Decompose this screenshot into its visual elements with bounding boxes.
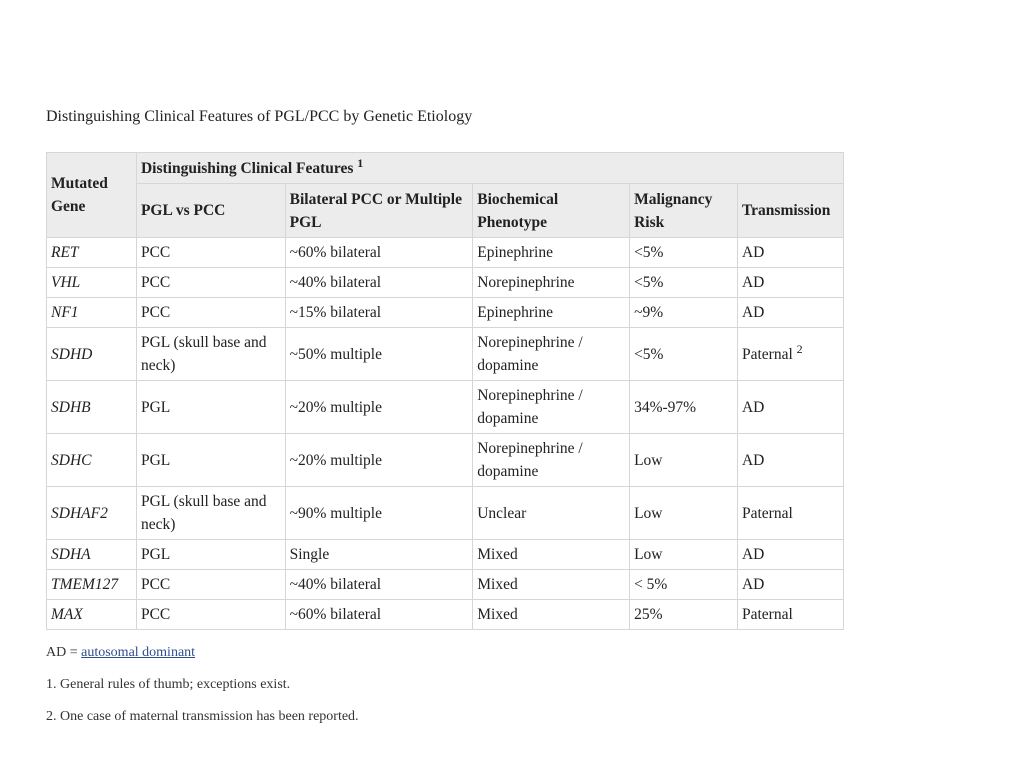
risk-cell: Low — [630, 487, 738, 540]
footnote-2: 2. One case of maternal transmission has been reported. — [46, 709, 359, 724]
table-row — [47, 540, 844, 570]
bilateral-cell: ~15% bilateral — [285, 298, 473, 328]
risk-cell: < 5% — [630, 570, 738, 600]
pgl-pcc-cell: PGL (skull base and neck) — [136, 487, 285, 540]
transmission-cell: AD — [737, 434, 843, 487]
header-bilateral: Bilateral PCC or Multiple PGL — [285, 184, 473, 238]
table-notes — [46, 644, 359, 740]
bilateral-cell: Single — [285, 540, 473, 570]
bilateral-cell: ~50% multiple — [285, 328, 473, 381]
footnote-ref-2: 2 — [796, 341, 803, 356]
bilateral-cell: ~60% bilateral — [285, 600, 473, 630]
risk-cell: Low — [630, 434, 738, 487]
table-row — [47, 600, 844, 630]
risk-cell: <5% — [630, 328, 738, 381]
gene-cell: SDHB — [47, 381, 137, 434]
table-row — [47, 298, 844, 328]
risk-cell: <5% — [630, 268, 738, 298]
abbreviation-prefix: AD = — [46, 645, 82, 660]
bilateral-cell: ~20% multiple — [285, 381, 473, 434]
pgl-pcc-cell: PGL — [136, 381, 285, 434]
header-biochemical-phenotype: Biochemical Phenotype — [473, 184, 630, 238]
transmission-label: Paternal — [741, 345, 793, 363]
table-caption: Distinguishing Clinical Features of PGL/PCC by Genetic Etiology — [46, 108, 473, 125]
footnote-1: 1. General rules of thumb; exceptions exist. — [46, 677, 291, 692]
risk-cell: 34%-97% — [630, 381, 738, 434]
biochem-cell: Unclear — [473, 487, 630, 540]
transmission-cell: AD — [737, 268, 843, 298]
pgl-pcc-cell: PGL — [136, 434, 285, 487]
transmission-cell: Paternal — [737, 487, 843, 540]
gene-cell: TMEM127 — [47, 570, 137, 600]
risk-cell: Low — [630, 540, 738, 570]
risk-cell: 25% — [630, 600, 738, 630]
transmission-cell: AD — [737, 540, 843, 570]
risk-cell: ~9% — [630, 298, 738, 328]
bilateral-cell: ~40% bilateral — [285, 268, 473, 298]
gene-cell: RET — [47, 238, 137, 268]
biochem-cell: Mixed — [473, 540, 630, 570]
transmission-cell: AD — [737, 570, 843, 600]
header-distinguishing-features — [136, 153, 843, 184]
footnote-ref-1: 1 — [357, 155, 364, 170]
pgl-pcc-cell: PGL (skull base and neck) — [136, 328, 285, 381]
pgl-pcc-cell: PCC — [136, 570, 285, 600]
table-row — [47, 268, 844, 298]
bilateral-cell: ~40% bilateral — [285, 570, 473, 600]
header-mutated-gene: Mutated Gene — [47, 153, 137, 238]
table-row — [47, 238, 844, 268]
table-row — [47, 487, 844, 540]
biochem-cell: Epinephrine — [473, 238, 630, 268]
bilateral-cell: ~90% multiple — [285, 487, 473, 540]
header-pgl-vs-pcc: PGL vs PCC — [136, 184, 285, 238]
pgl-pcc-cell: PCC — [136, 298, 285, 328]
gene-cell: SDHD — [47, 328, 137, 381]
abbreviation-note — [46, 644, 359, 662]
header-transmission: Transmission — [737, 184, 843, 238]
gene-cell: MAX — [47, 600, 137, 630]
biochem-cell: Mixed — [473, 600, 630, 630]
header-distinguishing-features-label: Distinguishing Clinical Features — [140, 159, 354, 177]
pgl-pcc-cell: PCC — [136, 268, 285, 298]
bilateral-cell: ~60% bilateral — [285, 238, 473, 268]
biochem-cell: Mixed — [473, 570, 630, 600]
transmission-cell: Paternal — [737, 600, 843, 630]
bilateral-cell: ~20% multiple — [285, 434, 473, 487]
gene-cell: NF1 — [47, 298, 137, 328]
pgl-pcc-cell: PCC — [136, 600, 285, 630]
biochem-cell: Epinephrine — [473, 298, 630, 328]
header-malignancy-risk: Malignancy Risk — [630, 184, 738, 238]
biochem-cell: Norepinephrine / dopamine — [473, 328, 630, 381]
biochem-cell: Norepinephrine / dopamine — [473, 381, 630, 434]
gene-cell: SDHA — [47, 540, 137, 570]
transmission-cell — [737, 328, 843, 381]
gene-cell: VHL — [47, 268, 137, 298]
table-row — [47, 434, 844, 487]
table-row — [47, 328, 844, 381]
transmission-cell: AD — [737, 238, 843, 268]
biochem-cell: Norepinephrine — [473, 268, 630, 298]
biochem-cell: Norepinephrine / dopamine — [473, 434, 630, 487]
pgl-pcc-cell: PCC — [136, 238, 285, 268]
table-row — [47, 570, 844, 600]
autosomal-dominant-link[interactable]: autosomal dominant — [81, 645, 196, 660]
risk-cell: <5% — [630, 238, 738, 268]
pgl-pcc-cell: PGL — [136, 540, 285, 570]
gene-cell: SDHC — [47, 434, 137, 487]
transmission-cell: AD — [737, 298, 843, 328]
table-row — [47, 381, 844, 434]
transmission-cell: AD — [737, 381, 843, 434]
gene-cell: SDHAF2 — [47, 487, 137, 540]
genetic-etiology-table — [46, 152, 844, 630]
